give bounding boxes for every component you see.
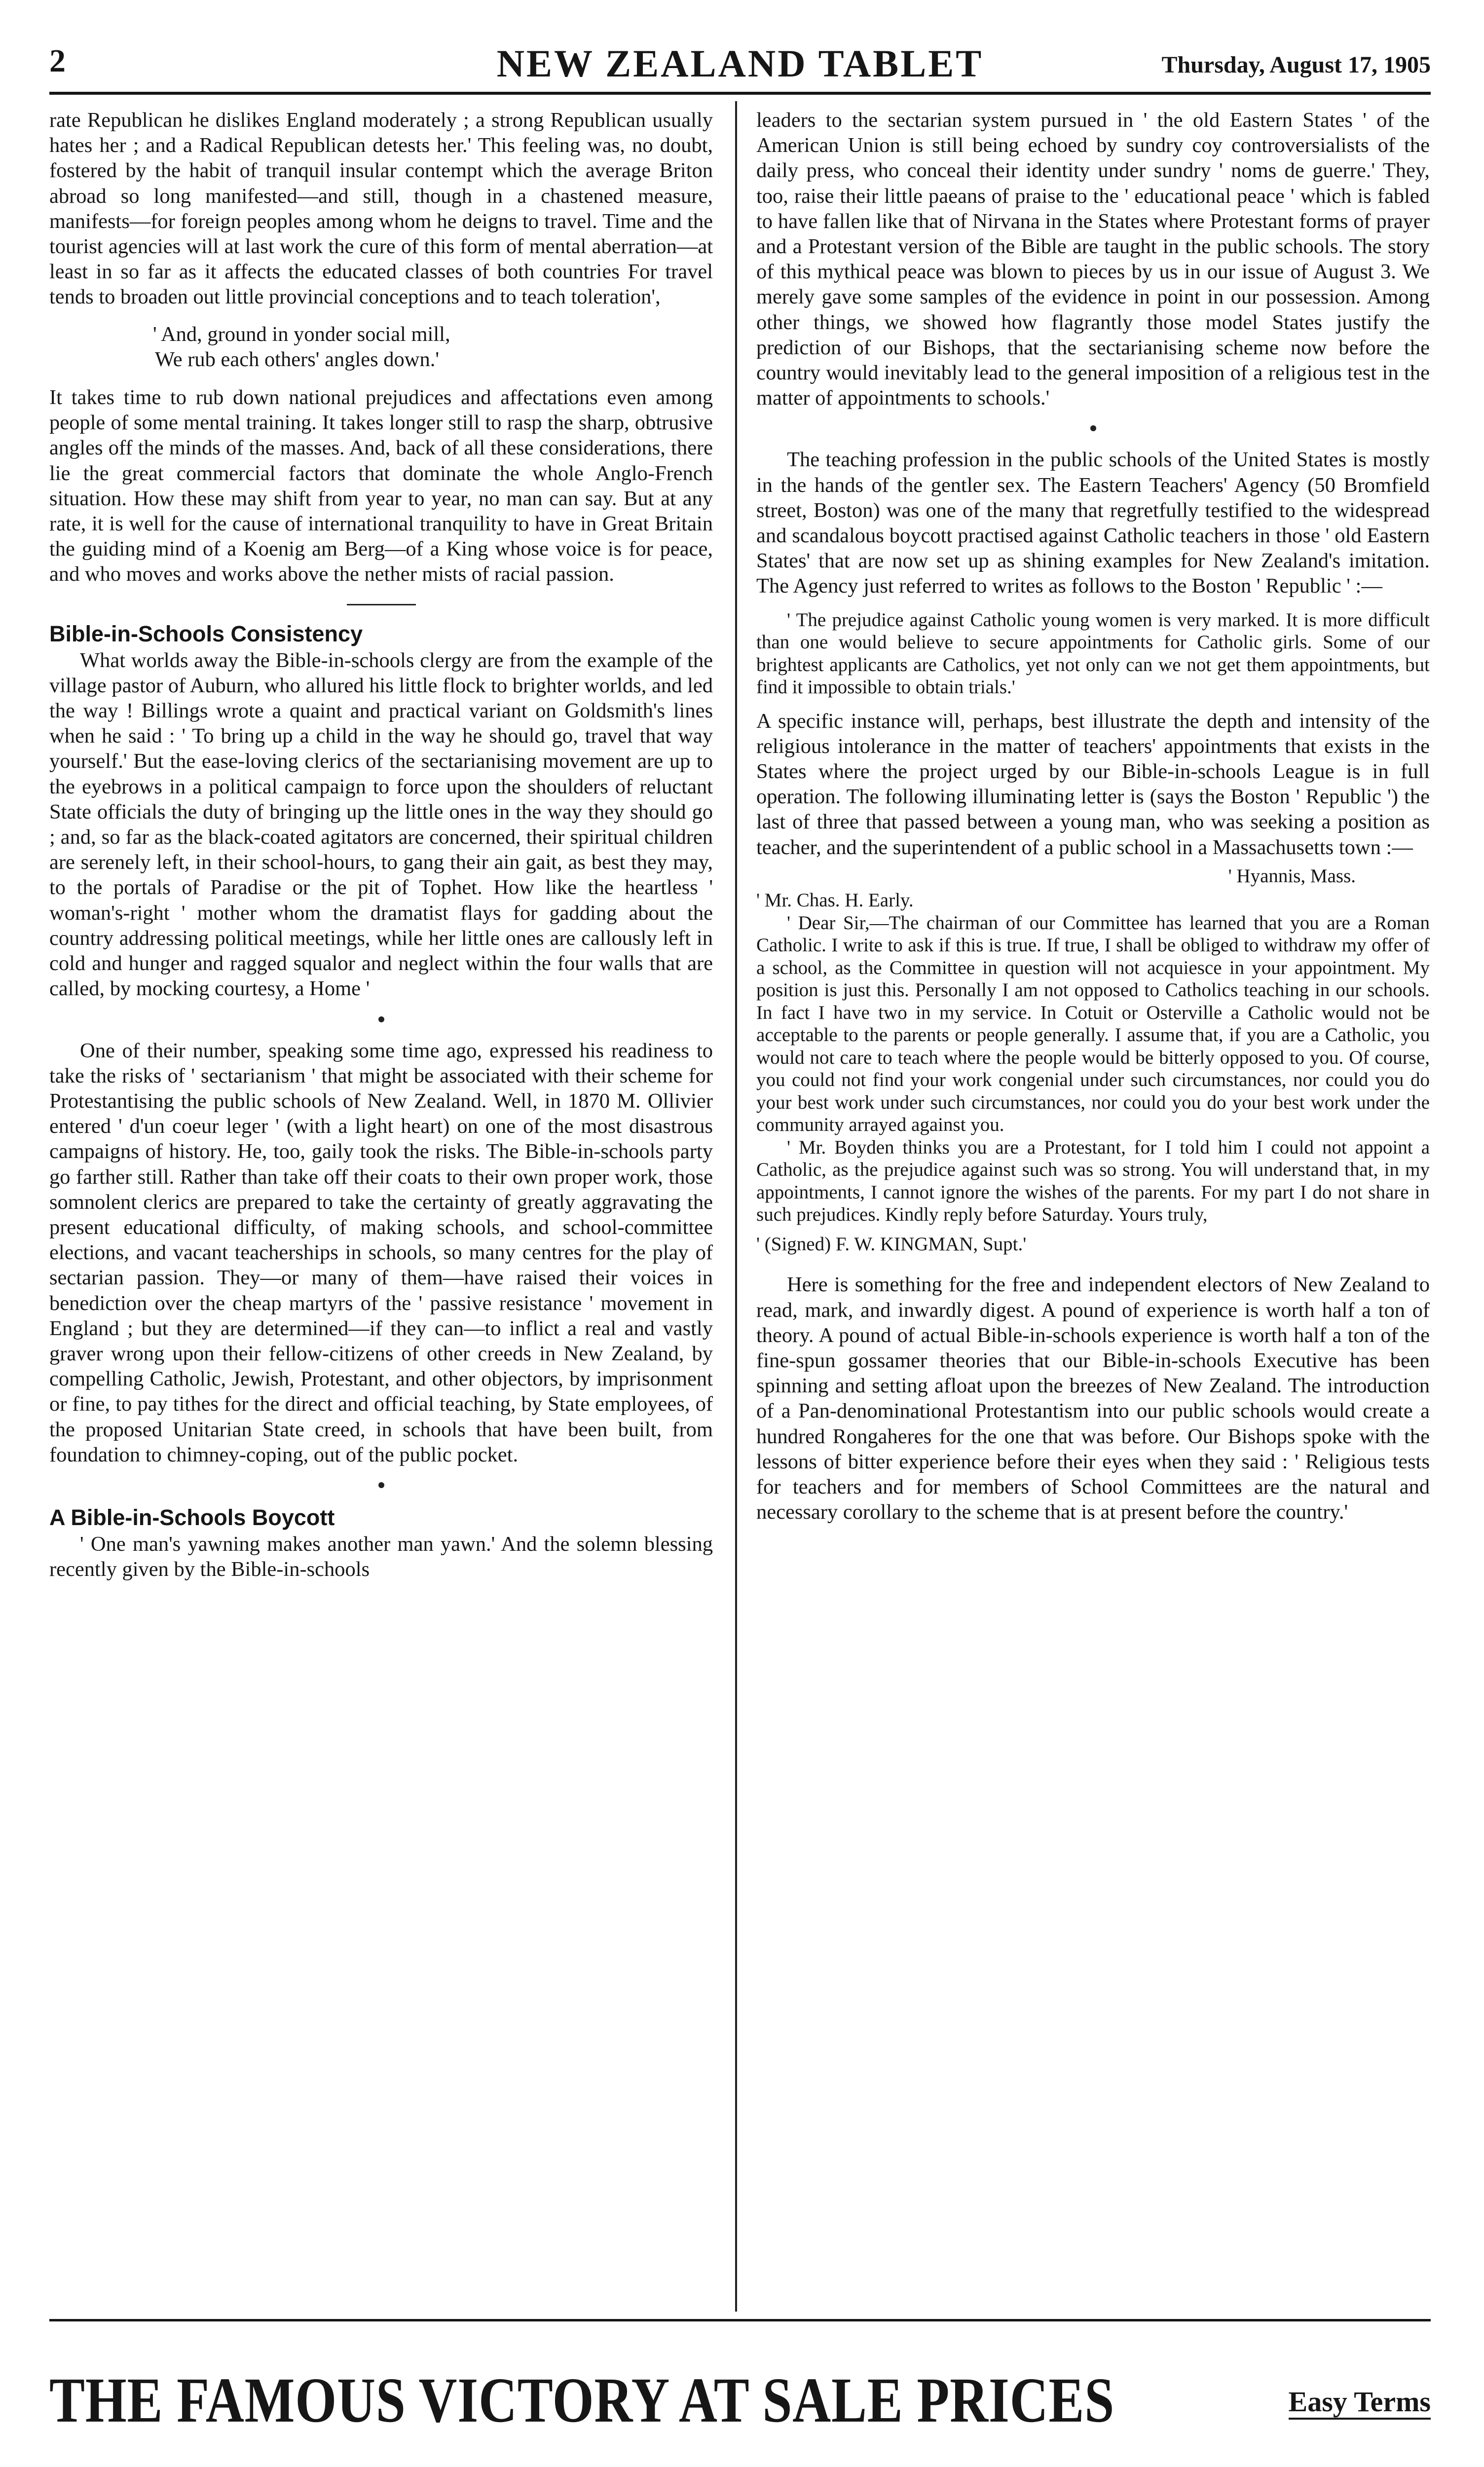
advertisement-headline: THE FAMOUS VICTORY AT SALE PRICES [49,2365,1115,2436]
letter-addressee: ' Mr. Chas. H. Early. [756,890,914,911]
section-heading: A Bible-in-Schools Boycott [49,1504,335,1530]
paragraph: leaders to the sectarian system pursued in ' the old Eastern States ' of the American Union is still being echoed by sundry coy controversialists of the daily press, who conceal their identity under sundry ' noms de guerre.' They, too, raise their little paeans of praise to the ' educational peace ' which is fabled to have fallen like that of Nirvana in the States where Protestant forms of prayer and a Protestant version of the Bible are taught in the public schools. The story of this mythical peace was blown to pieces by us in our issue of August 3. We merely gave some samples of the evidence in point in our possession. Among other things, we showed how flagrantly those model States justify the prediction of our Bishops, that the sectarianising scheme now before the country would inevitably lead to the general imposition of a religious test in the matter of appointments to schools.' [756,109,1430,410]
letter-paragraph: ' Mr. Boyden thinks you are a Protestant, for I told him I could not appoint a Catholic, as the prejudice against such was so strong. You will understand that, in my appointments, I cannot ignore the wishes of the parents. For my part I do not share in such prejudices. Kindly reply before Saturday. Yours truly, [756,1136,1430,1226]
paragraph-separator-dot [1090,425,1096,431]
footer-advertisement [49,2363,1431,2442]
right-column [756,108,1430,1525]
letter-place: ' Hyannis, Mass. [1228,865,1356,887]
verse-quote [153,322,713,372]
paragraph: The teaching profession in the public schools of the United States is mostly in the hands of the gentler sex. The Eastern Teachers' Agency (50 Bromfield street, Boston) was one of the many that regretfully testified to the widespread and scandalous boycott practised against Catholic teachers in those ' old Eastern States' that are now set up as shining examples for New Zealand's imitation. The Agency just referred to writes as follows to the Boston ' Republic ' :— [756,448,1430,598]
paragraph: ' One man's yawning makes another man yawn.' And the solemn blessing recently given by the Bible-in-schools [49,1532,713,1581]
section-divider [347,604,416,605]
paragraph: A specific instance will, perhaps, best illustrate the depth and intensity of the religious intolerance in the matter of teachers' appointments that exists in the States where the project urged by our Bible-in-schools League is in full operation. The following illuminating letter is (says the Boston ' Republic ') the last of three that passed between a young man, who was seeking a position as teacher, and the superintendent of a public school in a Massachusetts town :— [756,709,1430,859]
paragraph-separator-dot [378,1016,384,1022]
letter-paragraph: ' Dear Sir,—The chairman of our Committee has learned that you are a Roman Catholic. I write to ask if this is true. If true, I shall be obliged to withdraw my offer of a school, as the Committee in question will not acquiesce in your appointment. My position is just this. Personally I am not opposed to Catholics teaching in our schools. In fact I have two in my service. In Cotuit or Osterville a Catholic would not be acceptable to the parents or people generally. I assume that, if you are a Catholic, you would not care to teach where the people would be bitterly opposed to you. Of course, you could not find your work congenial under such circumstances, nor could you do your best work under such circumstances, nor could you do your best work under the community arrayed against you. [756,912,1430,1136]
masthead [49,39,1431,94]
column-divider [735,101,737,2312]
issue-date: Thursday, August 17, 1905 [1161,52,1431,78]
page-number: 2 [49,43,66,79]
verse-line: ' And, ground in yonder social mill, [153,322,450,346]
masthead-rule [49,92,1431,95]
advertisement-tagline-text: Easy Terms [1289,2386,1431,2420]
paragraph-separator-dot [378,1482,384,1488]
paragraph: Here is something for the free and independent electors of New Zealand to read, mark, and inwardly digest. A pound of experience is worth half a ton of theory. A pound of actual Bible-in-schools experience is worth half a ton of the fine-spun gossamer theories that our Bible-in-schools Executive has been spinning and setting afloat upon the breezes of New Zealand. The introduction of a Pan-denominational Protestantism into our public schools would create a hundred Rongaheres for the one that was before. Our Bishops spoke with the lessons of bitter experience before their eyes when they said : ' Religious tests for teachers and for members of School Committees are the natural and necessary corollary to the scheme that is at present before the country.' [756,1273,1430,1524]
section-heading: Bible-in-Schools Consistency [49,621,363,646]
footer-rule [49,2319,1431,2321]
paragraph: It takes time to rub down national prejudices and affectations even among people of some mental training. It takes longer still to rasp the sharp, obtrusive angles off the minds of the masses. And, back of all these considerations, there lie the great commercial factors that dominate the whole Anglo-French situation. How these may shift from year to year, no man can say. But at any rate, it is well for the cause of international tranquility to have in Great Britain the guiding mind of a Koenig am Berg—of a King whose voice is for peace, and who moves and works above the nether mists of racial passion. [49,386,713,586]
block-quote: ' The prejudice against Catholic young women is very marked. It is more difficult than one would believe to secure appointments for Catholic girls. Some of our brightest applicants are Catholics, yet not only can we not get them appointments, but find it impossible to obtain trials.' [756,609,1430,698]
advertisement-tagline [1289,2385,1431,2418]
paragraph: What worlds away the Bible-in-schools clergy are from the example of the village pastor of Auburn, who allured his little flock to brighter worlds, and led the way ! Billings wrote a quaint and practical variant on Goldsmith's lines when he said : ' To bring up a child in the way he should go, travel that way yourself.' But the ease-loving clerics of the sectarianising movement are up to the eyebrows in a political campaign to force upon the shoulders of reluctant State officials the duty of bringing up the little ones in the way they should go ; and, so far as the black-coated agitators are concerned, their spiritual children are serenely left, in their school-hours, to gang their ain gait, as best they may, to the portals of Paradise or the pit of Tophet. How like the heartless ' woman's-right ' mother whom the dramatist flays for gadding about the country addressing political meetings, while her little ones are callously left in cold and hunger and ragged squalor and neglect within the four walls that are called, by mocking courtesy, a Home ' [49,648,713,1001]
newspaper-title: NEW ZEALAND TABLET [496,42,984,85]
paragraph: One of their number, speaking some time ago, expressed his readiness to take the risks of ' sectarianism ' that might be associated with their scheme for Protestantising the public schools of New Zealand. Well, in 1870 M. Ollivier entered ' d'un coeur leger ' (with a light heart) on one of the most disastrous campaigns of history. He, too, gaily took the risks. The Bible-in-schools party go farther still. Rather than take off their coats to their own proper work, those somnolent clerics are prepared to take the certainty of greatly aggravating the present educational difficulty, of making schools, and school-committee elections, and vacant teacherships in schools, so many centres for the play of sectarian passion. They—or many of them—have raised their voices in benediction over the cheap martyrs of the ' passive resistance ' movement in England ; but they are determined—if they can—to inflict a real and vastly graver wrong upon their fellow-citizens of other creeds in New Zealand, by compelling Catholic, Jewish, Protestant, and other objectors, by imprisonment or fine, to pay tithes for the direct and official teaching, by State employees, of the proposed Unitarian State creed, in schools that have been built, from foundation to chimney-coping, out of the public pocket. [49,1039,713,1466]
verse-line: We rub each others' angles down.' [155,347,440,371]
paragraph: rate Republican he dislikes England moderately ; a strong Republican usually hates her ; and a Radical Republican detests her.' This feeling was, no doubt, fostered by the habit of tranquil insular contempt which the average Briton abroad so long manifested—and still, though in a chastened measure, manifests—for foreign peoples among whom he deigns to travel. Time and the tourist agencies will at last work the cure of this form of mental aberration—at least in so far as it affects the educated classes of both countries For travel tends to broaden out little provincial conceptions and to teach toleration', [49,109,713,309]
left-column [49,108,713,1582]
letter-signature: ' (Signed) F. W. KINGMAN, Supt.' [756,1233,1027,1255]
